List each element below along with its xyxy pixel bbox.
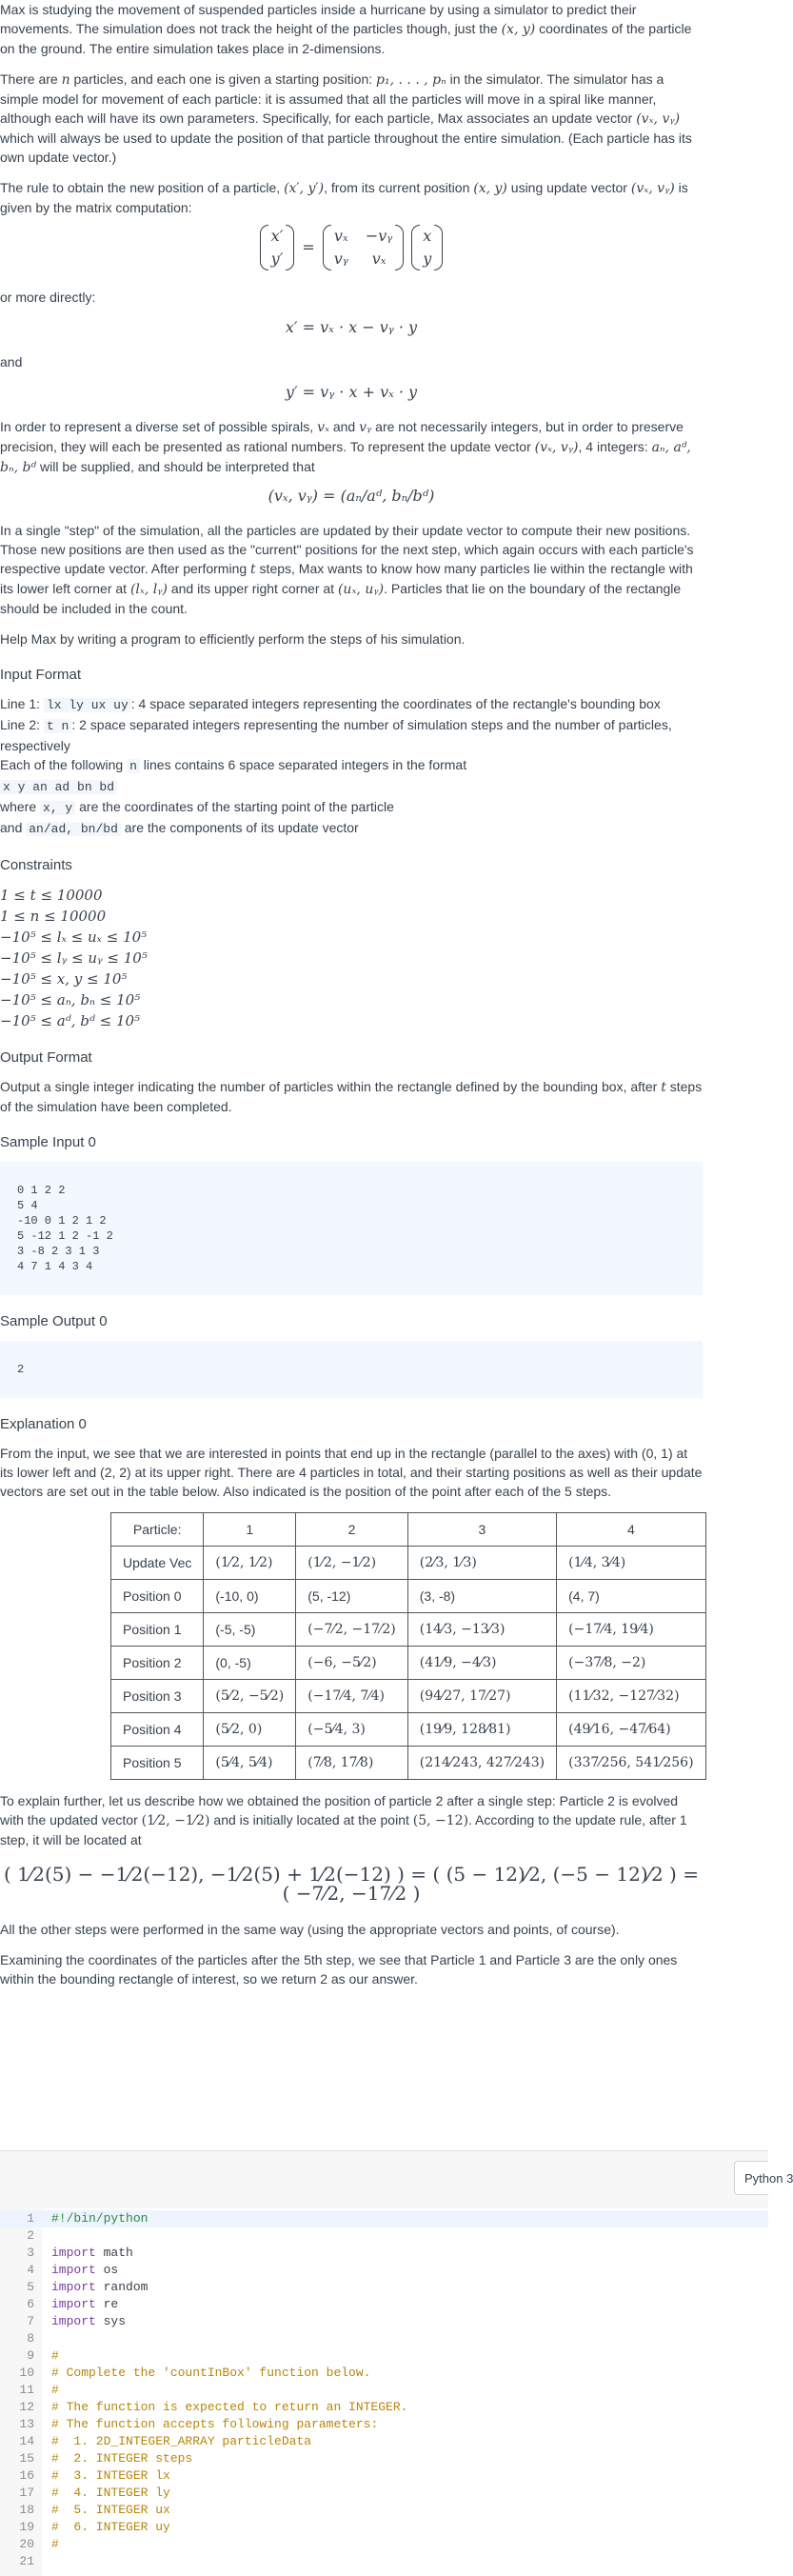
explanation-title: Explanation 0: [0, 1416, 87, 1432]
code-text: # 1. 2D_INTEGER_ARRAY particleData: [51, 2434, 312, 2448]
line-number: 18: [19, 2503, 34, 2517]
input-line-1: Line 1: lx ly ux uy : 4 space separated integers representing the coordinates of the rectangle's bounding box: [0, 696, 661, 712]
code-text: #: [51, 2348, 59, 2363]
code-editor[interactable]: [0, 2150, 793, 2576]
table-cell: (3, -8): [407, 1580, 556, 1613]
code-line[interactable]: [0, 2433, 768, 2450]
matrix-rhs: [411, 225, 443, 270]
table-cell: Update Vec: [111, 1547, 204, 1580]
constraint-item: −10⁵ ≤ lᵧ ≤ uᵧ ≤ 10⁵: [0, 949, 148, 967]
table-cell: (337⁄256, 541⁄256): [557, 1747, 705, 1780]
intro-paragraph-1: Max is studying the movement of suspended particles inside a hurricane by using a simulator to predict their movements. The simulation does not track the height of the particles though, just the (x, y) coordinates of the particle on the ground. The entire simulation takes place in 2-dimensions.: [0, 2, 692, 56]
code-text: # The function is expected to return an INTEGER.: [51, 2400, 408, 2414]
step-equation: ( 1⁄2(5) − −1⁄2(−12), −1⁄2(5) + 1⁄2(−12) ) = ( (5 − 12)⁄2, (−5 − 12)⁄2 ) = ( −7⁄2, −17⁄2 ): [4, 1863, 699, 1905]
constraint-item: −10⁵ ≤ aₙ, bₙ ≤ 10⁵: [0, 991, 141, 1008]
matrix-cell: y′: [270, 250, 284, 268]
code-text: # 3. INTEGER lx: [51, 2468, 170, 2483]
line-number: 3: [27, 2246, 34, 2260]
code-line[interactable]: [0, 2485, 768, 2502]
matrix-cell: vᵧ: [333, 250, 348, 268]
table-row: [111, 1547, 706, 1580]
line-number: 10: [19, 2366, 34, 2380]
line-number: 15: [19, 2451, 34, 2466]
table-cell: Position 5: [111, 1747, 204, 1780]
table-cell: Position 3: [111, 1680, 204, 1713]
matrix-cell: x′: [270, 227, 284, 245]
code-line[interactable]: [0, 2262, 768, 2279]
table-row: [111, 1747, 706, 1780]
intro-paragraph-3: The rule to obtain the new position of a particle, (x′, y′), from its current position (x, y) using update vector (vₓ, vᵧ) is given by the matrix computation:: [0, 180, 688, 215]
table-row: [111, 1680, 706, 1713]
table-cell: (4, 7): [557, 1580, 705, 1613]
table-cell: Position 0: [111, 1580, 204, 1613]
editor-toolbar: [0, 2150, 793, 2209]
code-text: # Complete the 'countInBox' function below.: [51, 2366, 371, 2380]
table-cell: (1⁄4, 3⁄4): [557, 1547, 705, 1580]
further-explanation: To explain further, let us describe how we obtained the position of particle 2 after a single step: Particle 2 is evolved with the updated vector (1⁄2, −1⁄2) and is initially located at the point (5, −12). According to the update rule, after 1 step, it will be located at: [0, 1793, 687, 1847]
constraint-item: 1 ≤ n ≤ 10000: [0, 908, 107, 925]
line-number: 7: [27, 2314, 34, 2328]
table-cell: (5⁄2, −5⁄2): [204, 1680, 296, 1713]
table-cell: (14⁄3, −13⁄3): [407, 1613, 556, 1647]
table-cell: (2⁄3, 1⁄3): [407, 1547, 556, 1580]
matrix-update: [323, 225, 405, 270]
line-number: 11: [19, 2383, 34, 2397]
code-text: #!/bin/python: [51, 2211, 149, 2226]
code-text: import re: [51, 2297, 119, 2311]
line-number: 6: [27, 2297, 34, 2311]
code-text: # The function accepts following parameters:: [51, 2417, 379, 2431]
step-paragraph: In a single "step" of the simulation, all the particles are updated by their update vector to compute their new positions. Those new positions are then used as the "current" positions for the next step, which again occurs with each particle's respective update vector. After performing t steps, Max wants to know how many particles lie within the rectangle with its lower left corner at (lₓ, lᵧ) and its upper right corner at (uₓ, uᵧ). Particles that lie on the boundary of the rectangle should be included in the count.: [0, 523, 694, 616]
equation-x: x′ = vₓ · x − vᵧ · y: [285, 318, 418, 336]
code-line[interactable]: [0, 2382, 768, 2399]
code-text: import sys: [51, 2314, 127, 2328]
table-cell: (19⁄9, 128⁄81): [407, 1713, 556, 1747]
table-header-row: [111, 1513, 706, 1547]
intro-paragraph-2: There are n particles, and each one is given a starting position: p₁, . . . , pₙ in the simulator. The simulator has a simple model for movement of each particle: it is assumed that all the particles will move in a spiral like manner, although each will have its own parameters. Specifically, for each particle, Max associates an update vector (vₓ, vᵧ) which will always be used to update the position of that particle throughout the entire simulation. (Each particle has its own update vector.): [0, 71, 692, 165]
code-line[interactable]: [0, 2536, 768, 2553]
line-number: 4: [27, 2263, 34, 2277]
table-header-cell: 1: [204, 1513, 296, 1547]
rational-paragraph: In order to represent a diverse set of possible spirals, vₓ and vᵧ are not necessarily integers, but in order to preserve precision, they will each be presented as rational numbers. To represent the update vector (vₓ, vᵧ), 4 integers: aₙ, aᵈ, bₙ, bᵈ will be supplied, and should be interpreted that: [0, 419, 691, 475]
matrix-equation: [0, 225, 703, 270]
matrix-cell: y: [423, 250, 432, 268]
line-number: 16: [19, 2468, 34, 2483]
matrix-cell: x: [423, 227, 432, 245]
constraints-title: Constraints: [0, 857, 72, 873]
table-cell: (1⁄2, −1⁄2): [296, 1547, 408, 1580]
line-number: 5: [27, 2280, 34, 2294]
line-number: 17: [19, 2486, 34, 2500]
sample-input-title: Sample Input 0: [0, 1134, 96, 1150]
help-paragraph: Help Max by writing a program to efficiently perform the steps of his simulation.: [0, 631, 466, 647]
line-number: 1: [27, 2211, 34, 2226]
explanation-table: [110, 1512, 706, 1780]
explanation-paragraph: From the input, we see that we are interested in points that end up in the rectangle (parallel to the axes) with (0, 1) at its lower left and (2, 2) at its upper right. There are 4 particles in total, and their starting positions as well as their update vectors are set out in the table below. Also indicated is the position of the point after each of the 5 steps.: [0, 1446, 703, 1499]
table-cell: (5, -12): [296, 1580, 408, 1613]
constraint-item: −10⁵ ≤ x, y ≤ 10⁵: [0, 970, 128, 988]
table-header-cell: Particle:: [111, 1513, 204, 1547]
table-cell: (11⁄32, −127⁄32): [557, 1680, 705, 1713]
table-cell: Position 1: [111, 1613, 204, 1647]
input-line-3: Each of the following n lines contains 6 space separated integers in the format: [0, 757, 467, 773]
line-number: 9: [27, 2348, 34, 2363]
code-line[interactable]: [0, 2347, 768, 2365]
code-line[interactable]: [0, 2502, 768, 2519]
input-line-5: where x, y are the coordinates of the starting point of the particle: [0, 799, 394, 815]
code-text: # 2. INTEGER steps: [51, 2451, 193, 2466]
code-line[interactable]: [0, 2365, 768, 2382]
table-cell: (7⁄8, 17⁄8): [296, 1747, 408, 1780]
table-cell: (94⁄27, 17⁄27): [407, 1680, 556, 1713]
equation-y: y′ = vᵧ · x + vₓ · y: [285, 383, 418, 401]
code-text: # 6. INTEGER uy: [51, 2520, 170, 2534]
line-number: 20: [19, 2537, 34, 2551]
language-select[interactable]: Python 3: [734, 2161, 768, 2195]
constraint-item: −10⁵ ≤ aᵈ, bᵈ ≤ 10⁵: [0, 1012, 141, 1029]
table-cell: (214⁄243, 427⁄243): [407, 1747, 556, 1780]
table-cell: (41⁄9, −4⁄3): [407, 1647, 556, 1680]
other-steps-paragraph: All the other steps were performed in the same way (using the appropriate vectors and points, of course).: [0, 1922, 620, 1937]
table-cell: (5⁄2, 0): [204, 1713, 296, 1747]
line-number: 21: [19, 2554, 34, 2568]
table-row: [111, 1647, 706, 1680]
table-cell: (−7⁄2, −17⁄2): [296, 1613, 408, 1647]
and-text: and: [0, 354, 23, 369]
table-cell: (1⁄2, 1⁄2): [204, 1547, 296, 1580]
code-line[interactable]: [0, 2227, 768, 2245]
line-number: 2: [27, 2228, 34, 2243]
code-line[interactable]: [0, 2313, 768, 2330]
input-line-2: Line 2: t n : 2 space separated integers representing the number of simulation steps and the number of particles, respectively: [0, 717, 672, 753]
matrix-cell: vₓ: [333, 227, 348, 245]
constraint-item: 1 ≤ t ≤ 10000: [0, 887, 103, 904]
table-row: [111, 1613, 706, 1647]
input-format-body: [0, 694, 703, 839]
matrix-cell: vₓ: [371, 250, 387, 268]
line-number: 13: [19, 2417, 34, 2431]
table-cell: (-5, -5): [204, 1613, 296, 1647]
sample-output-block: 2: [0, 1341, 703, 1398]
table-cell: Position 2: [111, 1647, 204, 1680]
rational-equation: (vₓ, vᵧ) = (aₙ/aᵈ, bₙ/bᵈ): [268, 487, 435, 505]
matrix-cell: −vᵧ: [365, 227, 393, 245]
table-cell: (-10, 0): [204, 1580, 296, 1613]
code-line[interactable]: [0, 2245, 768, 2262]
line-number: 8: [27, 2331, 34, 2346]
table-cell: (−6, −5⁄2): [296, 1647, 408, 1680]
code-area[interactable]: [0, 2208, 768, 2576]
table-header-cell: 4: [557, 1513, 705, 1547]
code-line[interactable]: [0, 2330, 768, 2347]
table-cell: (0, -5): [204, 1647, 296, 1680]
table-cell: (49⁄16, −47⁄64): [557, 1713, 705, 1747]
code-line[interactable]: [0, 2279, 768, 2296]
line-number: 14: [19, 2434, 34, 2448]
line-number: 19: [19, 2520, 34, 2534]
code-text: import math: [51, 2246, 133, 2260]
output-format-title: Output Format: [0, 1049, 92, 1066]
code-line[interactable]: [0, 2416, 768, 2433]
table-row: [111, 1580, 706, 1613]
table-row: [111, 1713, 706, 1747]
code-text: import os: [51, 2263, 119, 2277]
or-more-directly: or more directly:: [0, 290, 96, 305]
code-text: #: [51, 2537, 59, 2551]
code-line[interactable]: [0, 2296, 768, 2313]
code-line[interactable]: [0, 2519, 768, 2536]
code-text: #: [51, 2383, 59, 2397]
code-text: # 5. INTEGER ux: [51, 2503, 170, 2517]
code-line[interactable]: [0, 2467, 768, 2485]
sample-input-block: 0 1 2 2 5 4 -10 0 1 2 1 2 5 -12 1 2 -1 2 3 -8 2 3 1 3 4 7 1 4 3 4: [0, 1162, 703, 1295]
code-line[interactable]: [0, 2399, 768, 2416]
table-header-cell: 2: [296, 1513, 408, 1547]
code-text: import random: [51, 2280, 149, 2294]
sample-output-title: Sample Output 0: [0, 1313, 108, 1329]
input-line-4: x y an ad bn bd: [0, 776, 703, 797]
table-cell: (−17⁄4, 7⁄4): [296, 1680, 408, 1713]
code-line[interactable]: [0, 2553, 768, 2570]
table-cell: (−5⁄4, 3): [296, 1713, 408, 1747]
matrix-equals: =: [302, 238, 315, 256]
table-cell: Position 4: [111, 1713, 204, 1747]
table-cell: (5⁄4, 5⁄4): [204, 1747, 296, 1780]
table-cell: (−17⁄4, 19⁄4): [557, 1613, 705, 1647]
table-header-cell: 3: [407, 1513, 556, 1547]
input-line-6: and an/ad, bn/bd are the components of its update vector: [0, 820, 359, 836]
code-line[interactable]: [0, 2210, 768, 2227]
matrix-lhs: [260, 225, 295, 270]
output-format-body: Output a single integer indicating the number of particles within the rectangle defined by the bounding box, after t steps of the simulation have been completed.: [0, 1079, 703, 1114]
constraints-list: [0, 885, 703, 1031]
table-cell: (−37⁄8, −2): [557, 1647, 705, 1680]
code-text: # 4. INTEGER ly: [51, 2486, 170, 2500]
constraint-item: −10⁵ ≤ lₓ ≤ uₓ ≤ 10⁵: [0, 929, 148, 946]
conclusion-paragraph: Examining the coordinates of the particles after the 5th step, we see that Particle 1 and Particle 3 are the only ones within the bounding rectangle of interest, so we return 2 as our answer.: [0, 1952, 678, 1987]
input-format-title: Input Format: [0, 667, 82, 683]
line-number: 12: [19, 2400, 34, 2414]
code-line[interactable]: [0, 2450, 768, 2467]
